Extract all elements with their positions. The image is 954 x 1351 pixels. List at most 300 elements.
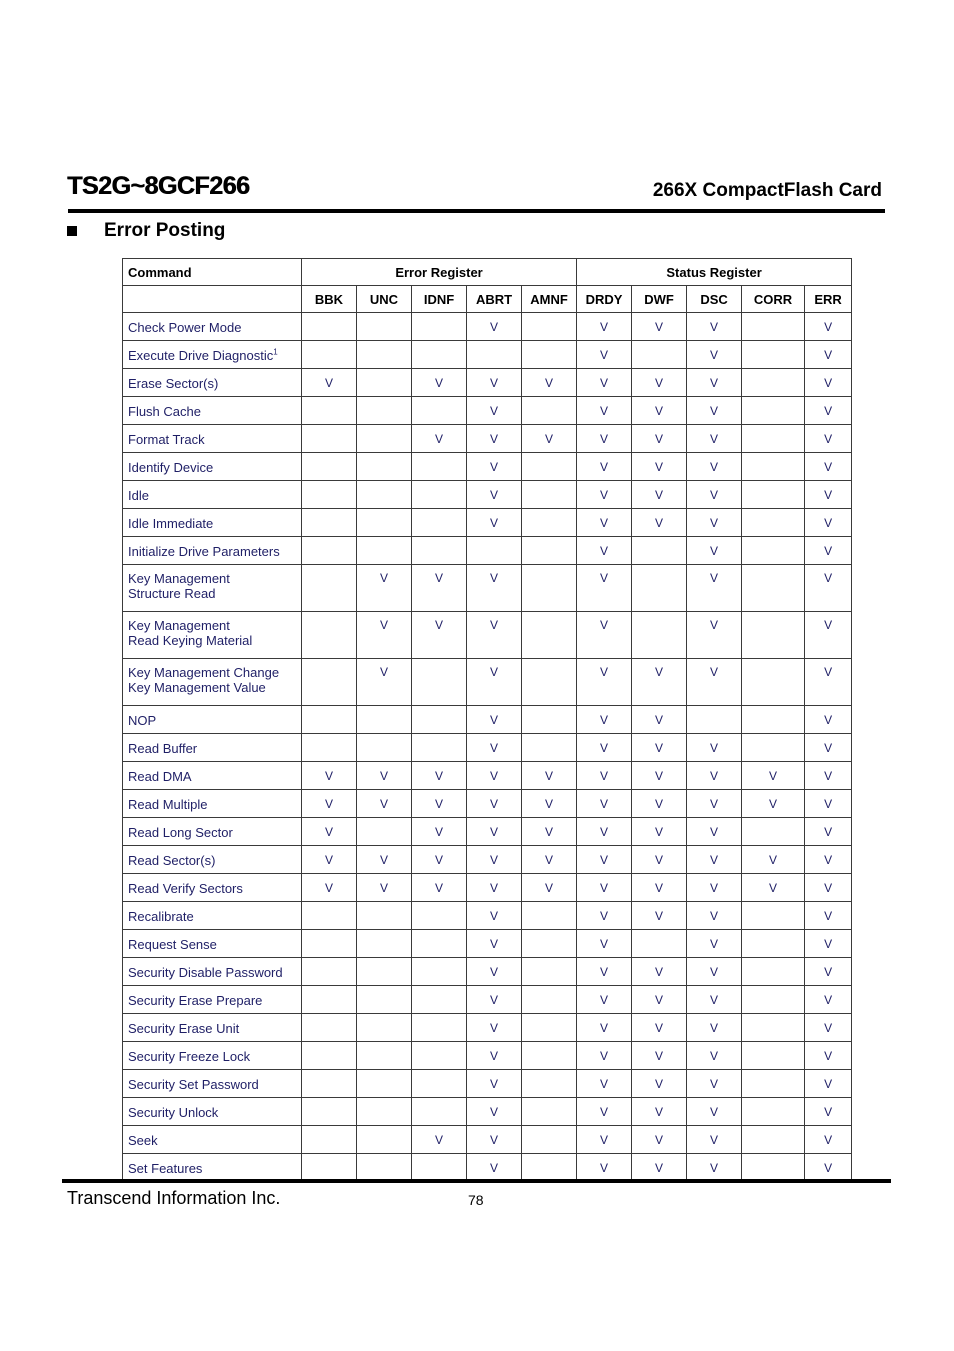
table-row [123,1042,852,1070]
table-row [123,481,852,509]
command-label: Security Set Password [128,1077,259,1092]
document-title: TS2G~8GCF266 [67,172,250,200]
mark-cell-err: V [805,565,852,612]
mark-cell-dsc: V [687,1126,742,1154]
mark-cell-abrt: V [467,1070,522,1098]
mark-cell-err: V [805,1126,852,1154]
mark-cell-abrt: V [467,509,522,537]
command-cell [123,986,302,1014]
mark-cell-bbk [302,1154,357,1182]
mark-cell-corr [742,425,805,453]
mark-cell-unc [357,734,412,762]
command-cell [123,453,302,481]
mark-cell-drdy: V [577,958,632,986]
mark-cell-unc [357,986,412,1014]
mark-cell-dsc: V [687,1154,742,1182]
mark-cell-bbk [302,1014,357,1042]
mark-cell-unc: V [357,846,412,874]
mark-cell-idnf [412,1042,467,1070]
mark-cell-dwf: V [632,509,687,537]
mark-cell-dsc: V [687,846,742,874]
mark-cell-dwf: V [632,734,687,762]
mark-cell-drdy: V [577,930,632,958]
mark-cell-abrt: V [467,369,522,397]
mark-cell-idnf [412,341,467,369]
mark-cell-err: V [805,902,852,930]
mark-cell-unc: V [357,762,412,790]
mark-cell-dsc: V [687,762,742,790]
mark-cell-dsc: V [687,986,742,1014]
mark-cell-idnf: V [412,846,467,874]
mark-cell-amnf: V [522,818,577,846]
mark-cell-dsc: V [687,958,742,986]
mark-cell-drdy: V [577,986,632,1014]
mark-cell-corr [742,565,805,612]
mark-cell-corr: V [742,874,805,902]
mark-cell-bbk [302,986,357,1014]
mark-cell-err: V [805,1070,852,1098]
mark-cell-bbk [302,1126,357,1154]
mark-cell-amnf [522,509,577,537]
mark-cell-unc: V [357,659,412,706]
command-cell [123,1014,302,1042]
mark-cell-corr [742,612,805,659]
mark-cell-idnf [412,930,467,958]
mark-cell-amnf [522,706,577,734]
mark-cell-dwf: V [632,481,687,509]
mark-cell-dsc: V [687,659,742,706]
command-label: Format Track [128,432,205,447]
mark-cell-dsc: V [687,537,742,565]
mark-cell-corr [742,818,805,846]
mark-cell-bbk [302,659,357,706]
mark-cell-unc [357,1042,412,1070]
column-header-unc: UNC [357,286,412,313]
table-row [123,1154,852,1182]
table-row [123,874,852,902]
table-row [123,612,852,659]
mark-cell-dsc: V [687,930,742,958]
mark-cell-amnf [522,397,577,425]
mark-cell-amnf [522,659,577,706]
mark-cell-unc [357,425,412,453]
mark-cell-corr [742,1014,805,1042]
mark-cell-idnf [412,986,467,1014]
mark-cell-err: V [805,1098,852,1126]
mark-cell-abrt: V [467,481,522,509]
mark-cell-abrt: V [467,1098,522,1126]
mark-cell-drdy: V [577,369,632,397]
mark-cell-dsc: V [687,313,742,341]
mark-cell-amnf [522,958,577,986]
mark-cell-corr [742,1098,805,1126]
header-rule [68,209,885,213]
mark-cell-abrt: V [467,425,522,453]
mark-cell-bbk [302,706,357,734]
mark-cell-idnf [412,397,467,425]
mark-cell-drdy: V [577,706,632,734]
command-cell [123,790,302,818]
mark-cell-drdy: V [577,1154,632,1182]
mark-cell-dsc: V [687,397,742,425]
page-number: 78 [468,1192,484,1208]
mark-cell-amnf [522,1098,577,1126]
command-label: Request Sense [128,937,217,952]
command-cell [123,1098,302,1126]
mark-cell-amnf [522,1126,577,1154]
mark-cell-dwf: V [632,874,687,902]
mark-cell-idnf: V [412,369,467,397]
mark-cell-corr [742,481,805,509]
mark-cell-unc [357,481,412,509]
mark-cell-dwf [632,565,687,612]
command-label: Key Management [128,571,230,586]
mark-cell-bbk [302,341,357,369]
mark-cell-bbk [302,734,357,762]
mark-cell-dwf: V [632,1154,687,1182]
mark-cell-unc [357,369,412,397]
mark-cell-err: V [805,369,852,397]
mark-cell-idnf [412,1014,467,1042]
mark-cell-err: V [805,986,852,1014]
mark-cell-dsc: V [687,481,742,509]
command-subheader-blank [123,286,302,313]
command-cell [123,1126,302,1154]
mark-cell-corr: V [742,790,805,818]
mark-cell-err: V [805,481,852,509]
mark-cell-amnf [522,313,577,341]
command-cell [123,659,302,706]
mark-cell-abrt: V [467,1154,522,1182]
mark-cell-err: V [805,874,852,902]
command-cell [123,874,302,902]
mark-cell-amnf: V [522,874,577,902]
mark-cell-abrt: V [467,1042,522,1070]
mark-cell-err: V [805,425,852,453]
mark-cell-dwf: V [632,846,687,874]
command-cell [123,1042,302,1070]
table-row [123,1014,852,1042]
mark-cell-abrt: V [467,565,522,612]
mark-cell-bbk: V [302,874,357,902]
mark-cell-unc [357,453,412,481]
mark-cell-idnf: V [412,612,467,659]
section-heading: Error Posting [104,220,226,241]
mark-cell-unc [357,1070,412,1098]
command-label: Read Long Sector [128,825,233,840]
mark-cell-dwf: V [632,762,687,790]
mark-cell-amnf: V [522,846,577,874]
table-row [123,734,852,762]
command-cell [123,1070,302,1098]
mark-cell-amnf [522,453,577,481]
mark-cell-dsc [687,706,742,734]
mark-cell-dsc: V [687,1042,742,1070]
table-row [123,509,852,537]
mark-cell-corr [742,1070,805,1098]
mark-cell-dwf: V [632,986,687,1014]
mark-cell-corr [742,453,805,481]
mark-cell-dsc: V [687,425,742,453]
mark-cell-bbk: V [302,762,357,790]
command-cell [123,762,302,790]
mark-cell-drdy: V [577,537,632,565]
command-cell [123,706,302,734]
mark-cell-drdy: V [577,509,632,537]
mark-cell-abrt: V [467,706,522,734]
column-header-idnf: IDNF [412,286,467,313]
mark-cell-amnf [522,1070,577,1098]
command-cell [123,734,302,762]
mark-cell-bbk [302,481,357,509]
mark-cell-drdy: V [577,1098,632,1126]
mark-cell-abrt: V [467,846,522,874]
command-cell [123,537,302,565]
table-row [123,818,852,846]
mark-cell-idnf [412,509,467,537]
command-label: NOP [128,713,157,728]
mark-cell-dwf: V [632,1070,687,1098]
mark-cell-idnf [412,958,467,986]
mark-cell-bbk [302,537,357,565]
mark-cell-dsc: V [687,612,742,659]
mark-cell-abrt: V [467,453,522,481]
mark-cell-err: V [805,1014,852,1042]
column-header-abrt: ABRT [467,286,522,313]
mark-cell-dwf: V [632,1014,687,1042]
table-row [123,706,852,734]
mark-cell-drdy: V [577,902,632,930]
mark-cell-amnf: V [522,425,577,453]
mark-cell-unc [357,818,412,846]
column-header-corr: CORR [742,286,805,313]
mark-cell-abrt: V [467,1126,522,1154]
mark-cell-err: V [805,762,852,790]
mark-cell-drdy: V [577,425,632,453]
mark-cell-dwf [632,930,687,958]
mark-cell-err: V [805,706,852,734]
command-cell [123,313,302,341]
document-subtitle: 266X CompactFlash Card [652,180,882,201]
mark-cell-amnf [522,565,577,612]
table-row [123,1098,852,1126]
mark-cell-dsc: V [687,453,742,481]
mark-cell-corr [742,1126,805,1154]
command-label: Key Management Value [128,680,266,695]
mark-cell-bbk [302,565,357,612]
mark-cell-err: V [805,397,852,425]
mark-cell-bbk: V [302,790,357,818]
mark-cell-idnf [412,1154,467,1182]
mark-cell-abrt: V [467,612,522,659]
mark-cell-idnf: V [412,1126,467,1154]
mark-cell-bbk [302,1070,357,1098]
mark-cell-dwf: V [632,425,687,453]
table-row [123,1126,852,1154]
table-row [123,902,852,930]
mark-cell-unc [357,1098,412,1126]
command-label: Flush Cache [128,404,201,419]
mark-cell-drdy: V [577,341,632,369]
mark-cell-dsc: V [687,1014,742,1042]
command-label: Identify Device [128,460,214,475]
mark-cell-drdy: V [577,846,632,874]
mark-cell-drdy: V [577,313,632,341]
column-header-err: ERR [805,286,852,313]
mark-cell-amnf [522,481,577,509]
command-label: Recalibrate [128,909,194,924]
mark-cell-drdy: V [577,453,632,481]
mark-cell-err: V [805,818,852,846]
mark-cell-drdy: V [577,659,632,706]
column-header-dwf: DWF [632,286,687,313]
mark-cell-err: V [805,1042,852,1070]
table-row [123,846,852,874]
mark-cell-idnf: V [412,874,467,902]
mark-cell-dwf: V [632,1098,687,1126]
mark-cell-bbk [302,1042,357,1070]
mark-cell-abrt [467,537,522,565]
mark-cell-err: V [805,509,852,537]
mark-cell-err: V [805,612,852,659]
mark-cell-err: V [805,537,852,565]
command-label: Read Verify Sectors [128,881,243,896]
mark-cell-abrt: V [467,986,522,1014]
mark-cell-unc [357,958,412,986]
mark-cell-unc: V [357,874,412,902]
mark-cell-bbk [302,1098,357,1126]
command-label: Execute Drive Diagnostic [128,348,274,363]
command-cell [123,930,302,958]
column-header-row [123,286,852,313]
column-header-drdy: DRDY [577,286,632,313]
mark-cell-dsc: V [687,369,742,397]
mark-cell-dwf: V [632,818,687,846]
mark-cell-abrt: V [467,1014,522,1042]
command-cell [123,341,302,369]
table-row [123,425,852,453]
command-cell [123,565,302,612]
mark-cell-amnf [522,1154,577,1182]
error-register-group-header: Error Register [302,259,577,286]
command-label: Structure Read [128,586,216,601]
mark-cell-idnf [412,481,467,509]
mark-cell-amnf: V [522,790,577,818]
mark-cell-amnf [522,734,577,762]
mark-cell-corr [742,313,805,341]
mark-cell-idnf: V [412,565,467,612]
command-cell [123,612,302,659]
mark-cell-dsc: V [687,341,742,369]
command-label: Read DMA [128,769,192,784]
command-label: Idle Immediate [128,516,214,531]
mark-cell-unc: V [357,565,412,612]
mark-cell-corr [742,1154,805,1182]
mark-cell-drdy: V [577,565,632,612]
mark-cell-dsc: V [687,509,742,537]
mark-cell-dsc: V [687,874,742,902]
mark-cell-bbk [302,902,357,930]
mark-cell-abrt: V [467,313,522,341]
mark-cell-abrt: V [467,818,522,846]
mark-cell-corr [742,537,805,565]
mark-cell-err: V [805,734,852,762]
mark-cell-abrt: V [467,659,522,706]
mark-cell-dwf: V [632,313,687,341]
mark-cell-drdy: V [577,481,632,509]
mark-cell-corr [742,986,805,1014]
mark-cell-idnf: V [412,425,467,453]
command-label: Security Disable Password [128,965,283,980]
command-label: Key Management [128,618,230,633]
command-label: Read Keying Material [128,633,253,648]
table-row [123,537,852,565]
command-cell [123,846,302,874]
command-label: Read Buffer [128,741,198,756]
mark-cell-unc [357,1014,412,1042]
table-row [123,1070,852,1098]
table-row [123,397,852,425]
mark-cell-unc [357,706,412,734]
mark-cell-amnf [522,986,577,1014]
mark-cell-abrt: V [467,397,522,425]
mark-cell-dwf: V [632,790,687,818]
mark-cell-amnf [522,612,577,659]
mark-cell-dwf: V [632,369,687,397]
mark-cell-dsc: V [687,902,742,930]
mark-cell-amnf [522,902,577,930]
command-label: Security Freeze Lock [128,1049,251,1064]
table-row [123,986,852,1014]
column-header-bbk: BBK [302,286,357,313]
mark-cell-dsc: V [687,818,742,846]
mark-cell-unc [357,313,412,341]
mark-cell-amnf [522,1042,577,1070]
mark-cell-drdy: V [577,1014,632,1042]
command-label: Read Multiple [128,797,208,812]
command-label: Check Power Mode [128,320,242,335]
mark-cell-err: V [805,846,852,874]
mark-cell-abrt: V [467,930,522,958]
mark-cell-unc: V [357,612,412,659]
mark-cell-abrt: V [467,958,522,986]
mark-cell-dsc: V [687,1098,742,1126]
mark-cell-unc [357,341,412,369]
table-row [123,565,852,612]
mark-cell-drdy: V [577,734,632,762]
command-cell [123,509,302,537]
command-cell [123,1154,302,1182]
mark-cell-idnf [412,537,467,565]
table-row [123,659,852,706]
mark-cell-err: V [805,1154,852,1182]
mark-cell-corr [742,509,805,537]
mark-cell-bbk: V [302,846,357,874]
status-register-group-header: Status Register [577,259,852,286]
mark-cell-drdy: V [577,818,632,846]
mark-cell-unc [357,537,412,565]
command-cell [123,481,302,509]
command-label: Read Sector(s) [128,853,216,868]
mark-cell-bbk [302,958,357,986]
mark-cell-dsc: V [687,1070,742,1098]
table-row [123,341,852,369]
mark-cell-amnf [522,930,577,958]
table-row [123,930,852,958]
footnote-marker: 1 [273,347,278,357]
mark-cell-drdy: V [577,790,632,818]
command-label: Erase Sector(s) [128,376,219,391]
